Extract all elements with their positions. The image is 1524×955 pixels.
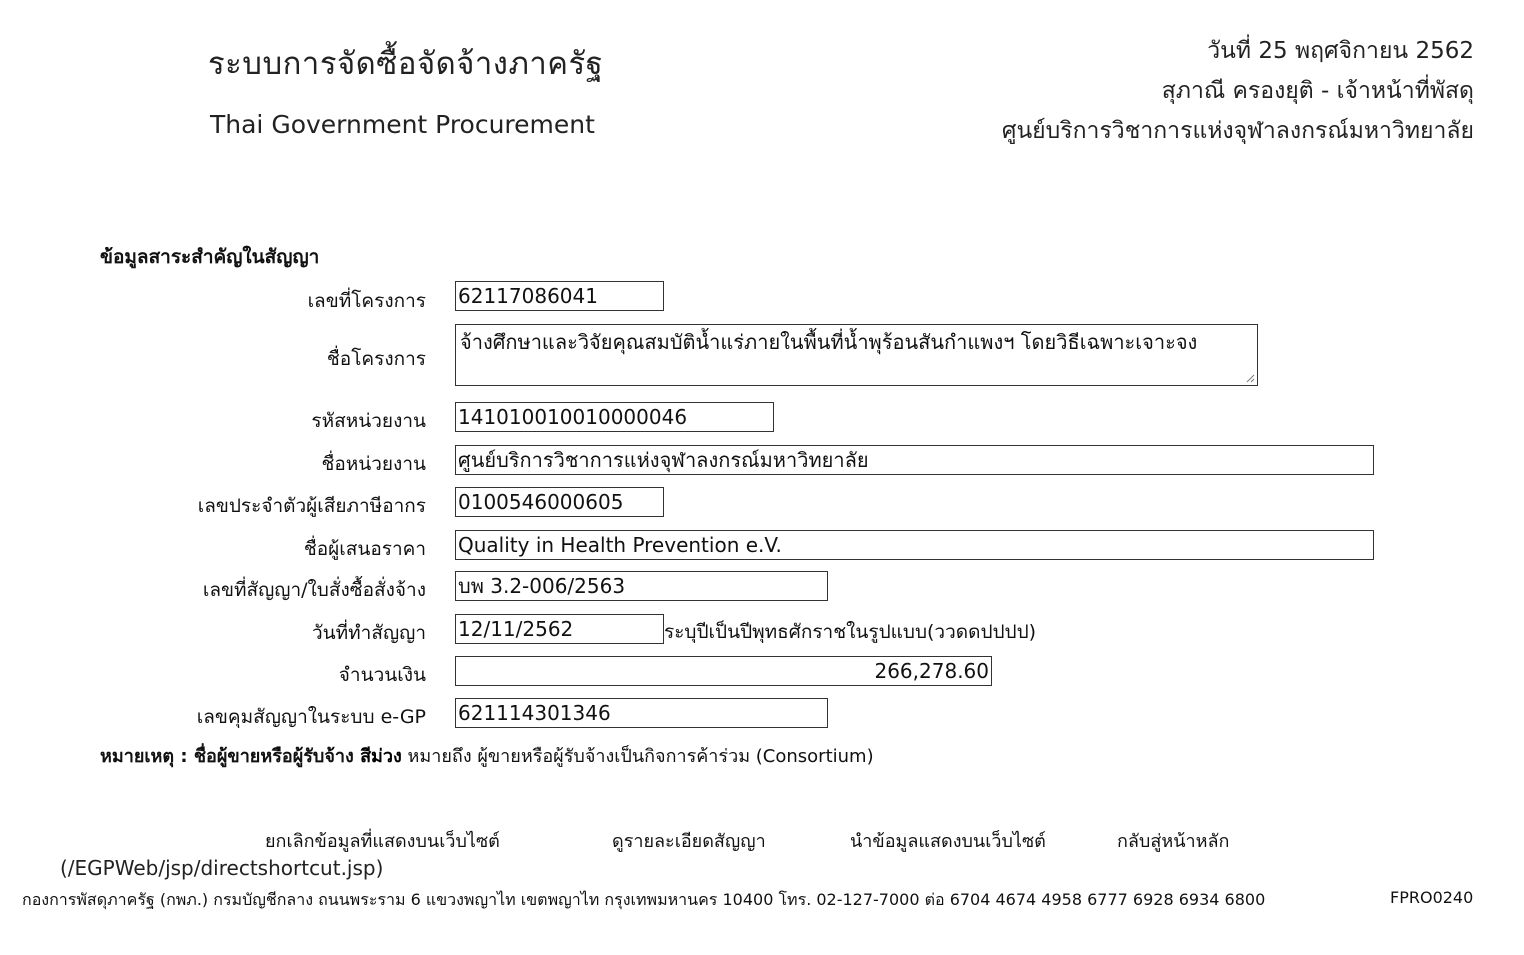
consortium-note <box>100 741 874 770</box>
contract-date-field[interactable]: 12/11/2562 <box>455 614 664 644</box>
form-code: FPRO0240 <box>1390 888 1474 907</box>
egp-control-no-label: เลขคุมสัญญาในระบบ e-GP <box>196 706 426 728</box>
note-prefix: หมายเหตุ : ชื่อผู้ขายหรือผู้รับจ้าง <box>100 746 361 767</box>
system-title-english: Thai Government Procurement <box>210 110 595 139</box>
contract-no-field[interactable]: บพ 3.2-006/2563 <box>455 571 828 601</box>
section-title: ข้อมูลสาระสำคัญในสัญญา <box>100 246 320 268</box>
footer-address: กองการพัสดุภาครัฐ (กพภ.) กรมบัญชีกลาง ถนนพระราม 6 แขวงพญาไท เขตพญาไท กรุงเทพมหานคร 10400 โทร. 02-127-7000 ต่อ 6704 4674 4958 6777 6928 6934 6800 <box>22 890 1266 909</box>
tax-id-label: เลขประจำตัวผู้เสียภาษีอากร <box>197 495 426 517</box>
publish-to-web-link[interactable]: นำข้อมูลแสดงบนเว็บไซต์ <box>850 831 1046 852</box>
contract-date-label: วันที่ทำสัญญา <box>311 622 426 644</box>
contract-no-label: เลขที่สัญญา/ใบสั่งซื้อสั่งจ้าง <box>202 579 426 601</box>
contract-date-hint: ระบุปีเป็นปีพุทธศักราชในรูปแบบ(ววดดปปปป) <box>664 621 1037 643</box>
egp-control-no-field[interactable]: 621114301346 <box>455 698 828 728</box>
cancel-web-display-link[interactable]: ยกเลิกข้อมูลที่แสดงบนเว็บไซต์ <box>265 831 500 852</box>
bidder-name-label: ชื่อผู้เสนอราคา <box>303 538 426 560</box>
officer-name: สุภาณี ครองยุติ - เจ้าหน้าที่พัสดุ <box>1161 78 1474 104</box>
agency-name-field[interactable]: ศูนย์บริการวิชาการแห่งจุฬาลงกรณ์มหาวิทยาลัย <box>455 445 1374 475</box>
system-title-thai: ระบบการจัดซื้อจัดจ้างภาครัฐ <box>208 46 604 82</box>
bidder-name-field[interactable]: Quality in Health Prevention e.V. <box>455 530 1374 560</box>
project-no-field[interactable]: 62117086041 <box>455 281 664 311</box>
project-no-label: เลขที่โครงการ <box>307 290 426 312</box>
agency-code-field[interactable]: 141010010010000046 <box>455 402 774 432</box>
note-highlight: สีม่วง <box>360 746 402 767</box>
note-suffix: หมายถึง ผู้ขายหรือผู้รับจ้างเป็นกิจการค้าร่วม (Consortium) <box>401 746 874 767</box>
resize-grip-icon[interactable] <box>1245 373 1255 383</box>
project-name-textarea[interactable] <box>455 324 1258 386</box>
view-contract-detail-link[interactable]: ดูรายละเอียดสัญญา <box>612 831 766 852</box>
project-name-label: ชื่อโครงการ <box>326 348 426 370</box>
agency-code-label: รหัสหน่วยงาน <box>311 410 426 432</box>
tax-id-field[interactable]: 0100546000605 <box>455 487 664 517</box>
shortcut-url: (/EGPWeb/jsp/directshortcut.jsp) <box>60 856 384 880</box>
project-name-value: จ้างศึกษาและวิจัยคุณสมบัติน้ำแร่ภายในพื้นที่น้ำพุร้อนสันกำแพงฯ โดยวิธีเฉพาะเจาะจง <box>460 330 1198 354</box>
back-to-home-link[interactable]: กลับสู่หน้าหลัก <box>1117 831 1230 852</box>
agency-name-label: ชื่อหน่วยงาน <box>321 453 426 475</box>
current-date: วันที่ 25 พฤศจิกายน 2562 <box>1207 38 1474 64</box>
organization-name: ศูนย์บริการวิชาการแห่งจุฬาลงกรณ์มหาวิทยาลัย <box>1001 118 1474 144</box>
amount-field[interactable]: 266,278.60 <box>455 656 992 686</box>
amount-label: จำนวนเงิน <box>338 664 426 686</box>
